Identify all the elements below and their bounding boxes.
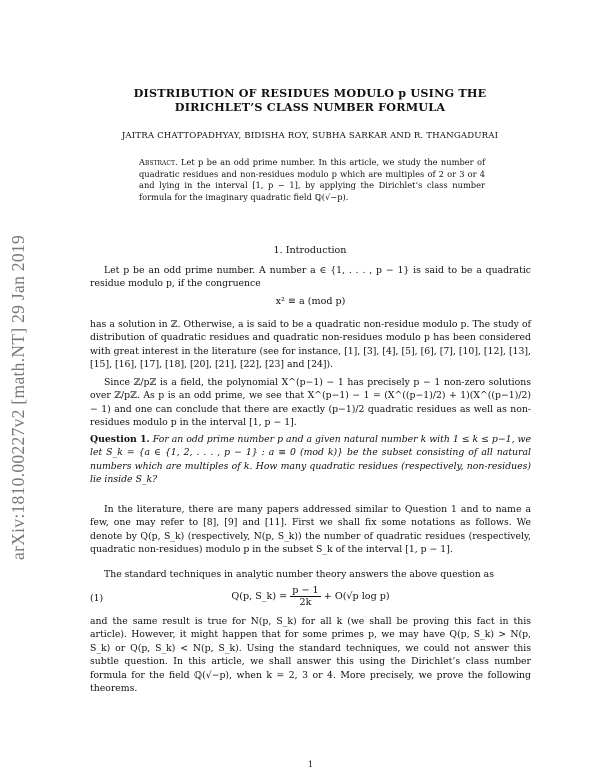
equation-congruence: x² ≡ a (mod p) xyxy=(275,296,346,307)
abstract-label: Abstract. xyxy=(139,157,178,167)
question-1 xyxy=(90,433,531,487)
paragraph-nonresidue: has a solution in ℤ. Otherwise, a is said to be a quadratic non-residue modulo p. The study of distribution of quadratic residues and quadratic non-residues modulo p has been considered with great interest in the literature (see for instance, [1], [3], [4], [5], [6], [7], [10], [12], [13], [15], [16], [17], [18], [20], [21], [22], [23] and [24]). xyxy=(90,319,531,371)
title-line-2: DIRICHLET’S CLASS NUMBER FORMULA xyxy=(174,100,446,114)
paragraph-standard: The standard techniques in analytic number theory answers the above question as xyxy=(104,569,494,580)
equation-1-lhs: Q(p, S_k) = xyxy=(231,591,288,602)
title-line-1: DISTRIBUTION OF RESIDUES MODULO p USING THE xyxy=(133,86,487,100)
page-number: 1 xyxy=(307,760,314,769)
paragraph-literature: In the literature, there are many papers addressed similar to Question 1 and to name a few, one may refer to [8], [9] and [11]. First we shall fix some notations as follows. We denote by Q(p, S_k) (respectively, N(p, S_k)) the number of quadratic residues (respectively, quadratic non-residues) modulo p in the subset S_k of the interval [1, p − 1]. xyxy=(90,504,531,556)
paragraph-field: Since ℤ/pℤ is a field, the polynomial X^(p−1) − 1 has precisely p − 1 non-zero solutions over ℤ/pℤ. As p is an odd prime, we see that X^(p−1) − 1 = (X^((p−1)/2) + 1)(X^((p−1)/2) − 1) and one can conclude that there are exactly (p−1)/2 quadratic residues as well as non-residues modulo p in the interval [1, p − 1]. xyxy=(90,377,531,429)
authors: JAITRA CHATTOPADHYAY, BIDISHA ROY, SUBHA SARKAR AND R. THANGADURAI xyxy=(121,131,499,141)
question-label: Question 1. xyxy=(90,434,150,445)
arxiv-stamp: arXiv:1810.00227v2 [math.NT] 29 Jan 2019 xyxy=(8,234,28,560)
abstract-text: Let p be an odd prime number. In this article, we study the number of quadratic residues and non-residues modulo p which are multiples of 2 or 3 or 4 and lying in the interval [1, p − 1], by applying the Dirichlet’s class number formula for the imaginary quadratic field ℚ(√−p). xyxy=(139,157,486,202)
abstract xyxy=(139,157,485,203)
equation-1-fraction xyxy=(290,585,320,608)
equation-1-number: (1) xyxy=(90,593,104,604)
paragraph-result: and the same result is true for N(p, S_k) for all k (we shall be proving this fact in this article). However, it might happen that for some primes p, we may have Q(p, S_k) > N(p, S_k) or Q(p, S_k) < N(p, S_k). Using the standard techniques, we could not answer this subtle question. In this article, we shall answer this using the Dirichlet’s class number formula for the field ℚ(√−p), when k = 2, 3 or 4. More precisely, we prove the following theorems. xyxy=(90,616,531,695)
paper-title xyxy=(90,86,530,114)
equation-1-rhs: + O(√p log p) xyxy=(323,591,390,602)
equation-1 xyxy=(90,585,531,608)
fraction-numerator: p − 1 xyxy=(292,585,319,596)
fraction-denominator: 2k xyxy=(299,597,312,608)
paragraph-intro: Let p be an odd prime number. A number a ∈ {1, . . . , p − 1} is said to be a quadratic residue modulo p, if the congruence xyxy=(90,265,531,290)
section-heading: 1. Introduction xyxy=(273,245,347,256)
question-text: For an odd prime number p and a given natural number k with 1 ≤ k ≤ p−1, we let S_k = {a ∈ {1, 2, . . . , p − 1} : a ≡ 0 (mod k)} be the subset consisting of all natural numbers which are multiples of k. How many quadratic residues (respectively, non-residues) lie inside S_k? xyxy=(90,434,531,486)
